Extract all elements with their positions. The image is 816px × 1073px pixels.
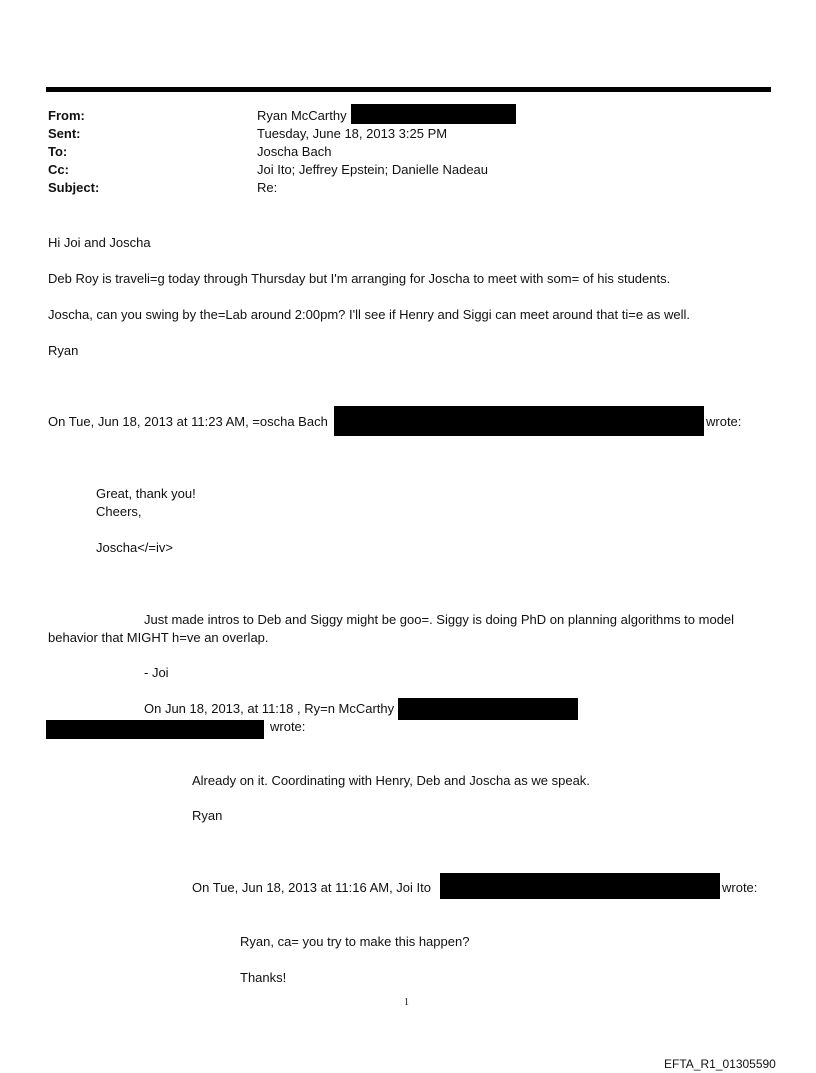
body-paragraph-1: Deb Roy is traveli=g today through Thursday but I'm arranging for Joscha to meet with som= of his students. <box>48 271 671 286</box>
redaction-quote2-email-b <box>46 720 264 739</box>
redaction-from-email <box>351 104 516 124</box>
quote3-header: On Tue, Jun 18, 2013 at 11:16 AM, Joi Ito <box>192 880 431 895</box>
sent-label: Sent: <box>48 126 81 141</box>
quote1-signature: Joscha</=iv> <box>96 540 173 555</box>
body-paragraph-2: Joscha, can you swing by the=Lab around 2:00pm? I'll see if Henry and Siggi can meet around that ti=e as well. <box>48 307 691 322</box>
header-rule <box>46 87 771 92</box>
quote2-wrote: wrote: <box>270 719 306 734</box>
sent-value: Tuesday, June 18, 2013 3:25 PM <box>257 126 448 141</box>
quote1-header: On Tue, Jun 18, 2013 at 11:23 AM, =oscha Bach <box>48 414 328 429</box>
quote2-line2: behavior that MIGHT h=ve an overlap. <box>48 630 269 645</box>
greeting: Hi Joi and Joscha <box>48 235 151 250</box>
to-value: Joscha Bach <box>257 144 332 159</box>
from-value: Ryan McCarthy <box>257 108 347 123</box>
quote1-line1: Great, thank you! <box>96 486 196 501</box>
quote2-signature: - Joi <box>144 665 169 680</box>
redaction-quote3-email <box>440 873 720 899</box>
quote2-header: On Jun 18, 2013, at 11:18 , Ry=n McCarthy <box>144 701 395 716</box>
subject-label: Subject: <box>48 180 100 195</box>
body-signature: Ryan <box>48 343 79 358</box>
quote3-line1: Already on it. Coordinating with Henry, Deb and Joscha as we speak. <box>192 773 590 788</box>
cc-label: Cc: <box>48 162 69 177</box>
quote4-line1: Ryan, ca= you try to make this happen? <box>240 934 470 949</box>
quote1-line2: Cheers, <box>96 504 142 519</box>
quote1-wrote: wrote: <box>706 414 742 429</box>
page-number: 1 <box>404 997 409 1008</box>
subject-value: Re: <box>257 180 278 195</box>
quote3-signature: Ryan <box>192 808 223 823</box>
quote2-line1: Just made intros to Deb and Siggy might be goo=. Siggy is doing PhD on planning algorithms to model <box>144 612 735 627</box>
quote3-wrote: wrote: <box>722 880 758 895</box>
to-label: To: <box>48 144 68 159</box>
redaction-quote2-email-a <box>398 698 578 720</box>
cc-value: Joi Ito; Jeffrey Epstein; Danielle Nadeau <box>257 162 489 177</box>
document-id: EFTA_R1_01305590 <box>664 1057 776 1071</box>
from-label: From: <box>48 108 85 123</box>
redaction-quote1-email <box>334 406 704 436</box>
quote4-line2: Thanks! <box>240 970 287 985</box>
